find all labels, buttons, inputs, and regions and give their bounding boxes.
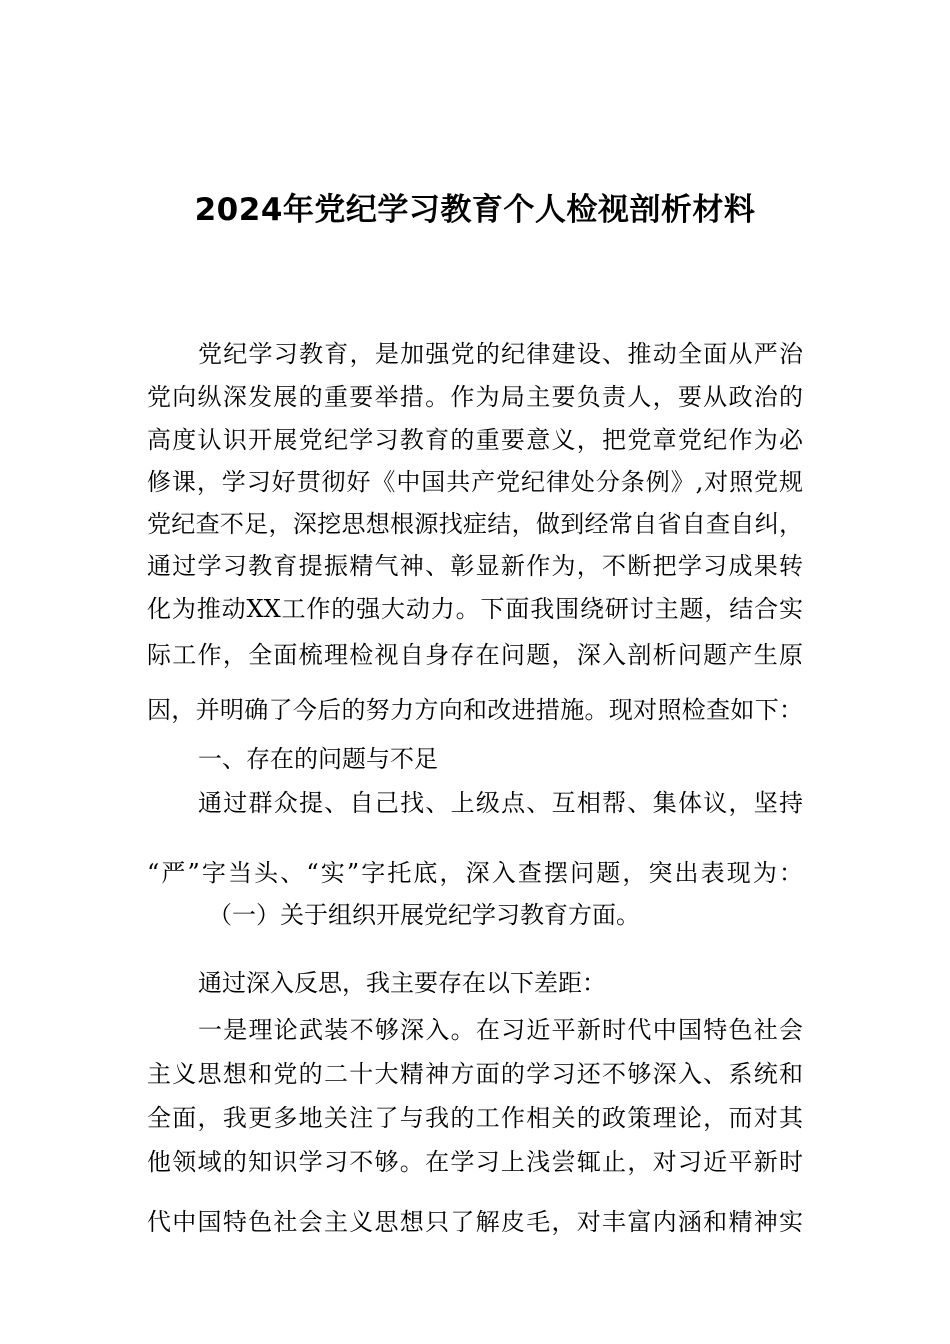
paragraph-line: 通过深入反思，我主要存在以下差距： bbox=[198, 969, 606, 997]
paragraph-line: 高度认识开展党纪学习教育的重要意义，把党章党纪作为必 bbox=[147, 426, 803, 454]
paragraph-line: 主义思想和党的二十大精神方面的学习还不够深入、系统和 bbox=[147, 1060, 803, 1088]
document-title: 2024年党纪学习教育个人检视剖析材料 bbox=[194, 192, 756, 228]
paragraph-line: 党纪学习教育，是加强党的纪律建设、推动全面从严治 bbox=[198, 340, 803, 368]
paragraph-line: 党纪查不足，深挖思想根源找症结，做到经常自省自查自纠， bbox=[147, 510, 803, 538]
paragraph-line: 际工作，全面梳理检视自身存在问题，深入剖析问题产生原 bbox=[147, 641, 803, 669]
subsection-heading: （一）关于组织开展党纪学习教育方面。 bbox=[208, 901, 640, 929]
paragraph-line: 一是理论武装不够深入。在习近平新时代中国特色社会 bbox=[198, 1016, 803, 1044]
paragraph-line: 化为推动XX工作的强大动力。下面我围绕研讨主题，结合实 bbox=[147, 595, 803, 623]
paragraph-line: “严”字当头、“实”字托底，深入查摆问题，突出表现为： bbox=[147, 859, 803, 887]
paragraph-line: 修课，学习好贯彻好《中国共产党纪律处分条例》,对照党规 bbox=[147, 468, 803, 496]
paragraph-line: 他领域的知识学习不够。在学习上浅尝辄止，对习近平新时 bbox=[147, 1148, 803, 1176]
paragraph-line: 因，并明确了今后的努力方向和改进措施。现对照检查如下： bbox=[147, 696, 803, 724]
paragraph-line: 全面，我更多地关注了与我的工作相关的政策理论，而对其 bbox=[147, 1104, 803, 1132]
paragraph-line: 党向纵深发展的重要举措。作为局主要负责人，要从政治的 bbox=[147, 383, 803, 411]
paragraph-line: 代中国特色社会主义思想只了解皮毛，对丰富内涵和精神实 bbox=[147, 1208, 803, 1236]
paragraph-line: 通过群众提、自己找、上级点、互相帮、集体议，坚持 bbox=[198, 789, 803, 817]
section-heading: 一、存在的问题与不足 bbox=[198, 745, 438, 773]
paragraph-line: 通过学习教育提振精气神、彰显新作为，不断把学习成果转 bbox=[147, 552, 803, 580]
